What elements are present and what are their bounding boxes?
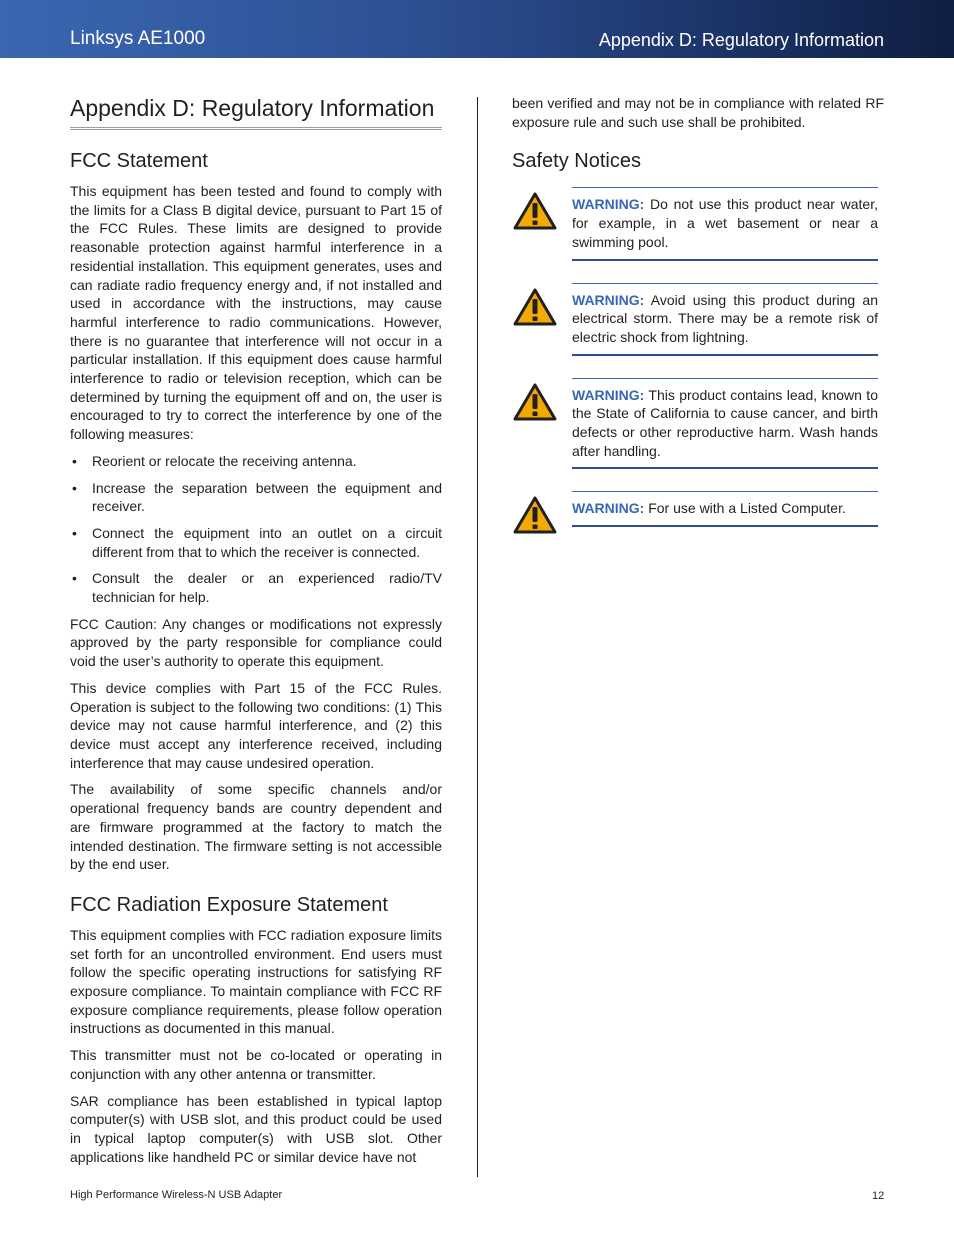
warning-text: For use with a Listed Computer. bbox=[644, 500, 846, 517]
safety-notices-heading: Safety Notices bbox=[512, 150, 641, 173]
warning-notice bbox=[512, 187, 884, 260]
fcc-statement-heading: FCC Statement bbox=[70, 150, 208, 172]
warning-box bbox=[572, 283, 878, 356]
warning-triangle-icon bbox=[512, 495, 558, 535]
fcc-availability-paragraph: The availability of some specific channels and/or operational frequency bands are country dependent and are firmware programmed at the factory to match the intended destination. The firmware setting is not accessible by the end user. bbox=[70, 781, 442, 873]
radiation-paragraph-3: SAR compliance has been established in typical laptop computer(s) with USB slot, and this product could be used in typical laptop computer(s) with USB slot. Other applications like handheld PC or similar device have not bbox=[70, 1092, 442, 1165]
warning-box bbox=[572, 378, 878, 470]
page-header bbox=[0, 0, 954, 58]
footer-page-number: 12 bbox=[872, 1190, 885, 1202]
list-item: • Consult the dealer or an experienced radio/TV technician for help. bbox=[72, 570, 442, 606]
warning-triangle-icon bbox=[512, 191, 558, 231]
footer-product-name: High Performance Wireless-N USB Adapter bbox=[70, 1189, 283, 1201]
fcc-measures-list bbox=[70, 452, 442, 607]
warning-triangle-icon bbox=[512, 287, 558, 327]
header-section-title: Appendix D: Regulatory Information bbox=[598, 30, 884, 50]
warning-text: Do not use this product near water, for example, in a wet basement or near a swimming pool. bbox=[572, 196, 878, 250]
left-column bbox=[70, 92, 442, 1174]
warning-notice bbox=[512, 378, 884, 470]
list-item: • Increase the separation between the equipment and receiver. bbox=[72, 479, 442, 515]
warning-text: This product contains lead, known to the State of California to cause cancer, and birth defects or other reproductive harm. Wash hands after handling. bbox=[572, 386, 878, 459]
bullet-icon: • bbox=[72, 570, 77, 587]
radiation-heading: FCC Radiation Exposure Statement bbox=[70, 893, 388, 916]
warning-triangle-icon bbox=[512, 382, 558, 422]
list-item: • Connect the equipment into an outlet on a circuit different from that to which the receiver is connected. bbox=[72, 524, 442, 560]
column-divider bbox=[477, 97, 478, 1177]
header-product-name: Linksys AE1000 bbox=[70, 28, 206, 49]
bullet-icon: • bbox=[72, 452, 77, 469]
warning-box bbox=[572, 187, 878, 260]
bullet-icon: • bbox=[72, 479, 77, 496]
radiation-paragraph-1: This equipment complies with FCC radiation exposure limits set forth for an uncontrolled environment. End users must follow the specific operating instructions for satisfying RF exposure compliance. To maintain compliance with FCC RF exposure compliance requirements, please follow operation instructions as documented in this manual. bbox=[70, 926, 442, 1037]
radiation-paragraph-2: This transmitter must not be co-located or operating in conjunction with any other antenna or transmitter. bbox=[70, 1047, 442, 1082]
warning-label: WARNING: bbox=[572, 500, 645, 517]
warning-label: WARNING: bbox=[572, 196, 645, 213]
warning-notice bbox=[512, 283, 884, 356]
bullet-icon: • bbox=[72, 524, 77, 541]
warning-label: WARNING: bbox=[572, 291, 645, 308]
page-title: Appendix D: Regulatory Information bbox=[70, 92, 442, 130]
fcc-intro-paragraph: This equipment has been tested and found to comply with the limits for a Class B digital device, pursuant to Part 15 of the FCC Rules. These limits are designed to provide reasonable protection against harmful interference in a residential installation. This equipment generates, uses and can radiate radio frequency energy and, if not installed and used in accordance with the instructions, may cause harmful interference to radio communications. However, there is no guarantee that interference will not occur in a particular installation. If this equipment does cause harmful interference to radio or television reception, which can be determined by turning the equipment off and on, the user is encouraged to try to correct the interference by one of the following measures: bbox=[70, 183, 442, 443]
list-item: • Reorient or relocate the receiving antenna. bbox=[72, 452, 357, 469]
warning-box bbox=[572, 491, 878, 527]
fcc-complies-paragraph: This device complies with Part 15 of the FCC Rules. Operation is subject to the following two conditions: (1) This device may not cause harmful interference, and (2) this device must accept any interference received, including interference that may cause undesired operation. bbox=[70, 679, 442, 771]
warning-text: Avoid using this product during an electrical storm. There may be a remote risk of electric shock from lightning. bbox=[572, 291, 878, 345]
warning-notice bbox=[512, 491, 884, 527]
fcc-caution-paragraph: FCC Caution: Any changes or modifications not expressly approved by the party responsible for compliance could void the user’s authority to operate this equipment. bbox=[70, 615, 442, 670]
radiation-paragraph-3-continued: been verified and may not be in compliance with related RF exposure rule and such use shall be prohibited. bbox=[512, 95, 884, 130]
warning-label: WARNING: bbox=[572, 386, 645, 403]
right-column bbox=[512, 94, 884, 527]
